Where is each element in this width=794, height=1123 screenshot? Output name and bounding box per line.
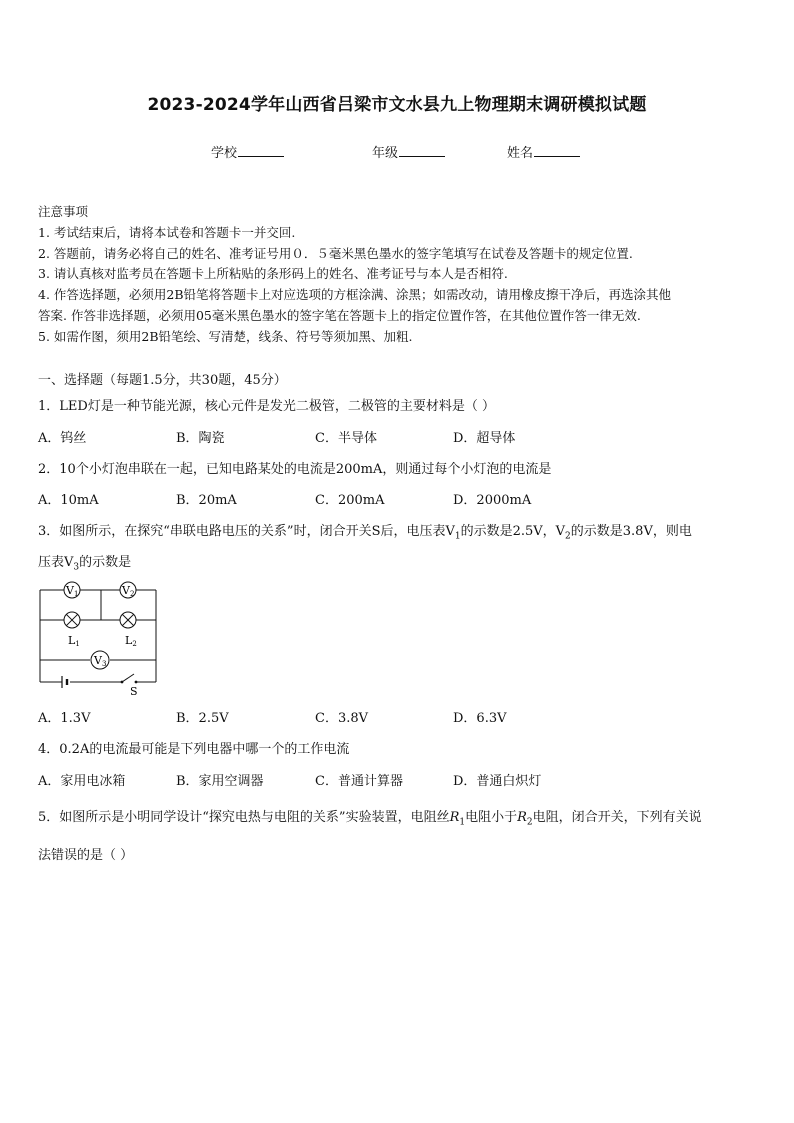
q4-option-d[interactable]: D．普通白炽灯 [453, 774, 542, 789]
q3-sub: 3 [73, 562, 80, 573]
q3-sub: 2 [565, 531, 571, 542]
q2-option-a[interactable]: A．10mA [38, 493, 99, 508]
q1-option-a[interactable]: A．钨丝 [38, 431, 87, 446]
grade-field[interactable] [372, 142, 445, 161]
name-label: 姓名 [507, 146, 534, 161]
q1-option-b[interactable]: B．陶瓷 [176, 431, 225, 446]
name-blank[interactable] [534, 144, 580, 157]
question-5-stem-line2: 法错误的是（ ） [38, 848, 134, 863]
q5-sub: 2 [526, 817, 533, 828]
school-field[interactable] [211, 142, 284, 161]
q3-circuit-diagram [34, 574, 164, 698]
q3-stem-part: 压表V [38, 555, 74, 570]
switch-contact [135, 681, 138, 684]
l2-label: L2 [125, 634, 137, 648]
question-5-stem [38, 806, 702, 828]
notice-item: 3. 请认真核对监考员在答题卡上所粘贴的条形码上的姓名、准考证号与本人是否相符. [38, 266, 508, 282]
notice-block [38, 202, 671, 348]
v3-label: V3 [94, 654, 107, 668]
notice-item: 答案. 作答非选择题，必须用05毫米黑色墨水的签字笔在答题卡上的指定位置作答，在其他位置作答一律无效. [38, 307, 641, 323]
q3-sub: 1 [454, 531, 461, 542]
q5-sub: 1 [459, 817, 466, 828]
q4-option-c[interactable]: C．普通计算器 [315, 774, 403, 789]
switch-contact [121, 681, 124, 684]
notice-item: 1. 考试结束后，请将本试卷和答题卡一并交回. [38, 224, 296, 240]
q5-stem-part: 5．如图所示是小明同学设计“探究电热与电阻的关系”实验装置，电阻丝 [38, 810, 450, 825]
q3-option-a[interactable]: A．1.3V [38, 711, 91, 726]
notice-item: 5. 如需作图，须用2B铅笔绘、写清楚，线条、符号等须加黑、加粗. [38, 328, 413, 344]
question-3-stem-line2 [38, 551, 131, 573]
q2-option-b[interactable]: B．20mA [176, 493, 237, 508]
question-3-stem [38, 520, 692, 542]
grade-blank[interactable] [399, 144, 445, 157]
q5-stem-part: 电阻小于 [465, 810, 518, 825]
r1-symbol: R [449, 810, 460, 825]
q4-option-a[interactable]: A．家用电冰箱 [38, 774, 126, 789]
question-4-stem: 4．0.2A的电流最可能是下列电器中哪一个的工作电流 [38, 742, 350, 757]
q3-option-c[interactable]: C．3.8V [315, 711, 369, 726]
notice-item: 4. 作答选择题，必须用2B铅笔将答题卡上对应选项的方框涂满、涂黑；如需改动，请用橡皮擦干净后，再选涂其他 [38, 287, 672, 303]
v2-label: V2 [122, 584, 135, 598]
grade-label: 年级 [372, 146, 399, 161]
r2-symbol: R [517, 810, 527, 825]
section-heading: 一、选择题（每题1.5分，共30题，45分） [38, 373, 287, 388]
q4-option-b[interactable]: B．家用空调器 [176, 774, 264, 789]
school-label: 学校 [211, 146, 238, 161]
page-title: 2023-2024学年山西省吕梁市文水县九上物理期末调研模拟试题 [147, 95, 647, 115]
l1-label: L1 [68, 634, 80, 648]
q3-stem-part: 3．如图所示，在探究“串联电路电压的关系”时，闭合开关S后，电压表V [38, 524, 455, 539]
q3-option-b[interactable]: B．2.5V [176, 711, 229, 726]
q1-option-d[interactable]: D．超导体 [453, 431, 516, 446]
q3-stem-part: 的示数是3.8V，则电 [570, 524, 692, 539]
q2-option-c[interactable]: C．200mA [315, 493, 385, 508]
q3-stem-part: 的示数是2.5V，V [460, 524, 566, 539]
name-field[interactable] [507, 142, 580, 161]
q1-option-c[interactable]: C．半导体 [315, 431, 377, 446]
notice-item: 2. 答题前，请务必将自己的姓名、准考证号用０．５毫米黑色墨水的签字笔填写在试卷及答题卡的规定位置. [38, 245, 633, 261]
question-1-stem: 1．LED灯是一种节能光源，核心元件是发光二极管，二极管的主要材料是（ ） [38, 399, 495, 414]
school-blank[interactable] [238, 144, 284, 157]
notice-heading: 注意事项 [38, 204, 89, 219]
switch-label: S [130, 685, 138, 698]
q3-option-d[interactable]: D．6.3V [453, 711, 507, 726]
q5-stem-part: 电阻，闭合开关，下列有关说 [532, 810, 702, 825]
switch-lever [122, 674, 134, 682]
v1-label: V1 [66, 584, 79, 598]
question-2-stem: 2．10个小灯泡串联在一起，已知电路某处的电流是200mA，则通过每个小灯泡的电流是 [38, 462, 552, 477]
q3-stem-part: 的示数是 [79, 555, 132, 570]
q2-option-d[interactable]: D．2000mA [453, 493, 532, 508]
